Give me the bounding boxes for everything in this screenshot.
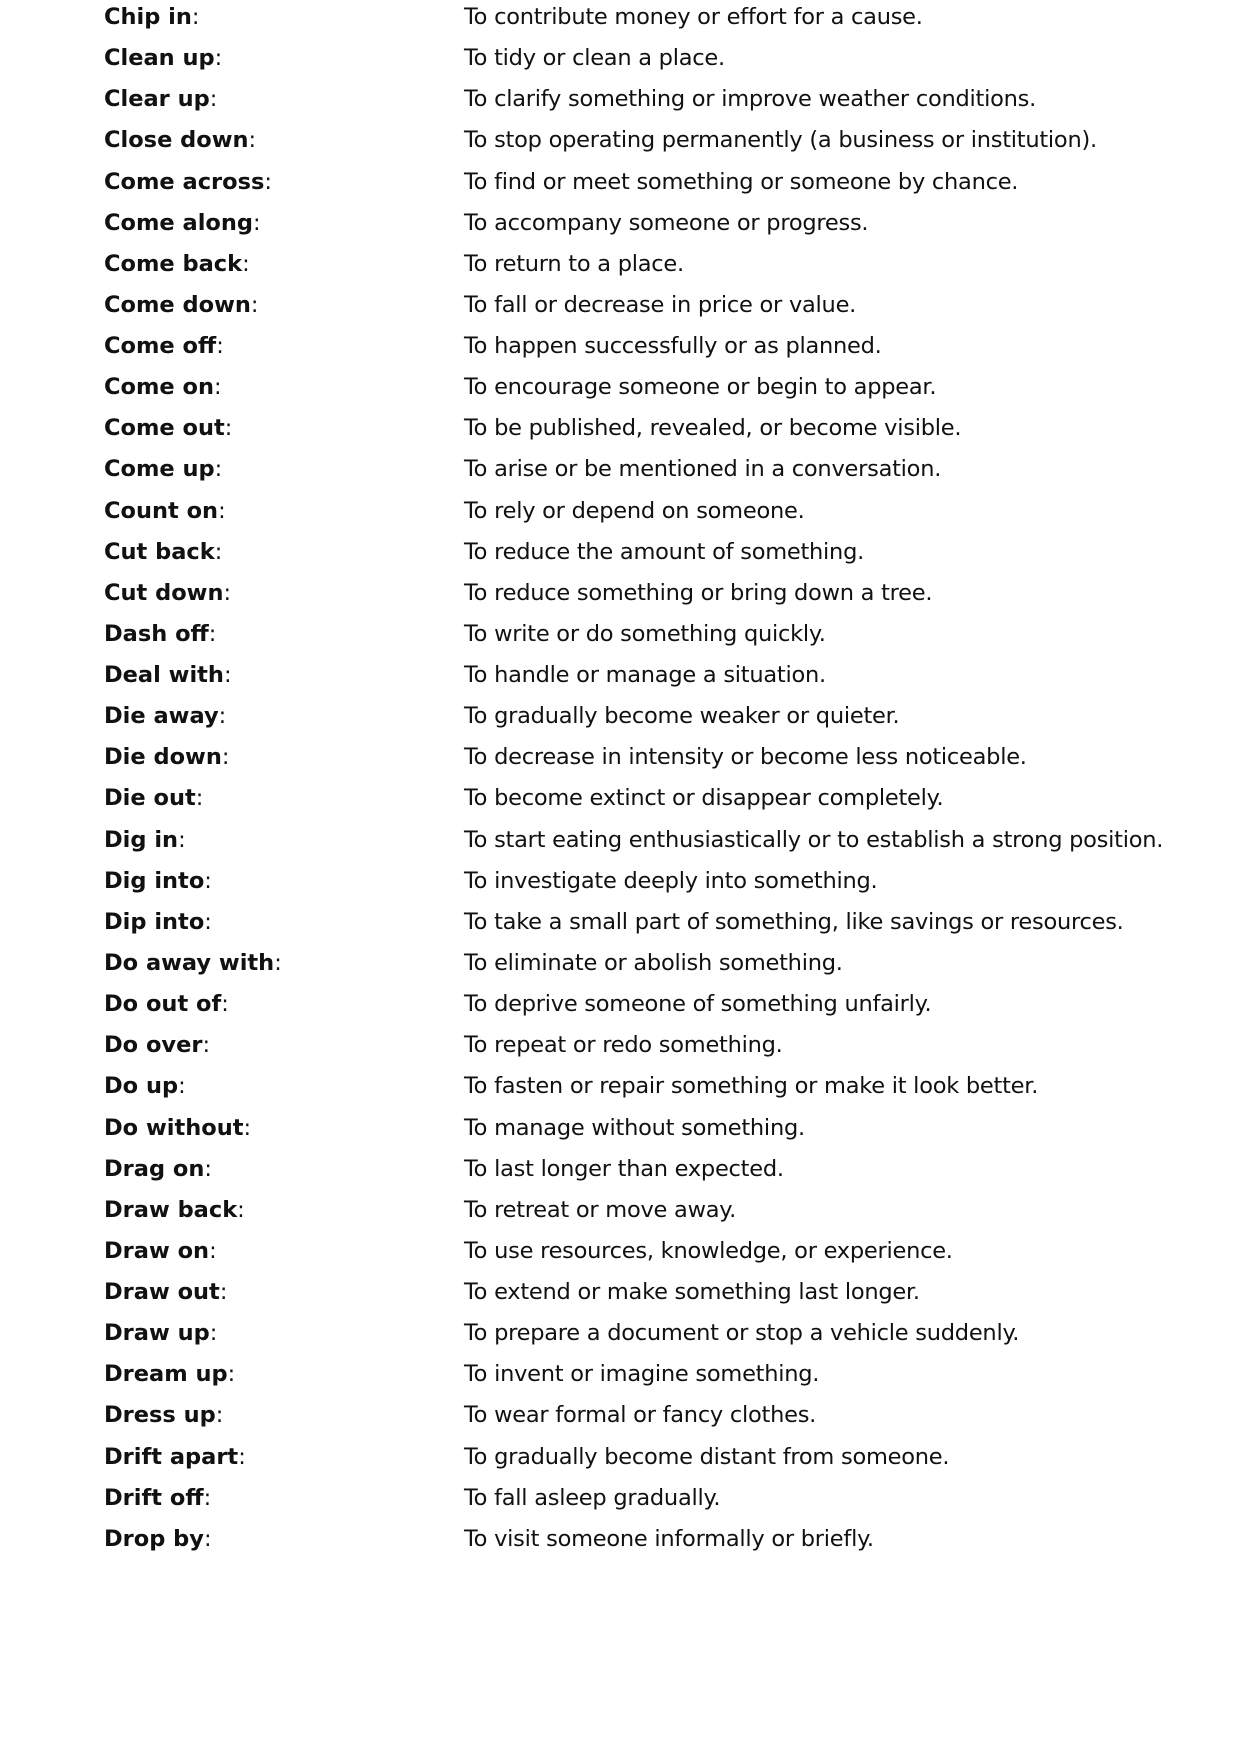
definition: To fall asleep gradually.	[464, 1484, 721, 1511]
term-colon: :	[253, 209, 261, 236]
term-word: Clean up	[104, 45, 215, 72]
term	[104, 617, 216, 651]
definition: To start eating enthusiastically or to establish a strong position.	[464, 826, 1164, 853]
list-item	[0, 82, 1241, 128]
definition: To investigate deeply into something.	[464, 867, 878, 894]
term-colon: :	[214, 538, 223, 565]
definition: To tidy or clean a place.	[464, 45, 725, 72]
list-item	[0, 1275, 1241, 1321]
definition: To find or meet something or someone by chance.	[464, 168, 1019, 195]
term-colon: :	[250, 291, 259, 318]
term-colon: :	[213, 374, 222, 401]
term-colon: :	[209, 1320, 218, 1347]
term-colon: :	[238, 1443, 246, 1470]
term	[104, 411, 232, 445]
term	[104, 946, 282, 980]
term-colon: :	[202, 1032, 211, 1059]
term-word: Die down	[104, 744, 222, 771]
term-word: Draw up	[104, 1320, 210, 1347]
term-word: Drift apart	[104, 1443, 239, 1470]
term-colon: :	[204, 1155, 212, 1182]
term-colon: :	[223, 662, 232, 689]
term	[104, 535, 222, 569]
term-colon: :	[216, 333, 224, 360]
list-item	[0, 823, 1241, 869]
list-item	[0, 329, 1241, 375]
definition: To accompany someone or progress.	[464, 209, 869, 236]
list-item	[0, 288, 1241, 334]
term-word: Draw out	[104, 1279, 220, 1306]
term	[104, 82, 217, 116]
term	[104, 823, 186, 857]
definition: To decrease in intensity or become less noticeable.	[464, 744, 1027, 771]
definition: To happen successfully or as planned.	[464, 333, 882, 360]
list-item	[0, 740, 1241, 786]
list-item	[0, 658, 1241, 704]
term	[104, 370, 222, 404]
term-word: Drop by	[104, 1525, 204, 1552]
term	[104, 1316, 217, 1350]
term	[104, 165, 272, 199]
term-colon: :	[218, 497, 226, 524]
term-word: Count on	[104, 497, 219, 524]
term-word: Do up	[104, 1073, 179, 1100]
term-colon: :	[227, 1361, 236, 1388]
definition: To manage without something.	[464, 1114, 805, 1141]
term-word: Come down	[104, 291, 251, 318]
definition: To gradually become distant from someone.	[464, 1443, 950, 1470]
list-item	[0, 946, 1241, 992]
term	[104, 41, 222, 75]
term-colon: :	[243, 1114, 252, 1141]
term-word: Draw on	[104, 1237, 210, 1264]
term-colon: :	[274, 949, 282, 976]
list-item	[0, 1481, 1241, 1527]
term-colon: :	[237, 1196, 245, 1223]
term	[104, 123, 256, 157]
term-word: Come off	[104, 333, 217, 360]
list-item	[0, 370, 1241, 416]
term-word: Drag on	[104, 1155, 205, 1182]
definition: To last longer than expected.	[464, 1155, 784, 1182]
definition: To handle or manage a situation.	[464, 662, 826, 689]
definition: To deprive someone of something unfairly.	[464, 991, 932, 1018]
term	[104, 288, 258, 322]
term-colon: :	[221, 991, 229, 1018]
term	[104, 1193, 245, 1227]
term-word: Chip in	[104, 4, 192, 30]
term-word: Cut back	[104, 538, 215, 565]
term-colon: :	[203, 1484, 212, 1511]
term-colon: :	[218, 703, 227, 730]
term	[104, 1275, 227, 1309]
term-colon: :	[214, 45, 223, 72]
term	[104, 987, 229, 1021]
term	[104, 1357, 235, 1391]
list-item	[0, 1028, 1241, 1074]
term-colon: :	[209, 1237, 217, 1264]
list-item	[0, 247, 1241, 293]
term-word: Come across	[104, 168, 265, 195]
definition: To be published, revealed, or become visible.	[464, 415, 962, 442]
definition: To arise or be mentioned in a conversation.	[464, 456, 942, 483]
term-colon: :	[224, 415, 233, 442]
term-colon: :	[223, 579, 232, 606]
term-word: Dream up	[104, 1361, 228, 1388]
list-item	[0, 1234, 1241, 1280]
definition: To fasten or repair something or make it look better.	[464, 1073, 1039, 1100]
term-colon: :	[178, 826, 186, 853]
term	[104, 452, 222, 486]
term-word: Do over	[104, 1032, 203, 1059]
term-word: Dig into	[104, 867, 205, 894]
term-word: Dress up	[104, 1402, 216, 1429]
term-colon: :	[219, 1279, 228, 1306]
definition: To fall or decrease in price or value.	[464, 291, 857, 318]
term-word: Come out	[104, 415, 225, 442]
definition: To invent or imagine something.	[464, 1361, 820, 1388]
term	[104, 781, 203, 815]
list-item	[0, 617, 1241, 663]
definition: To contribute money or effort for a cause.	[464, 4, 923, 30]
definition: To repeat or redo something.	[464, 1032, 783, 1059]
term	[104, 1481, 211, 1515]
list-item	[0, 1522, 1241, 1568]
term-colon: :	[214, 456, 223, 483]
term-word: Die out	[104, 785, 196, 812]
definition: To become extinct or disappear completely.	[464, 785, 944, 812]
term-word: Come along	[104, 209, 253, 236]
term	[104, 494, 226, 528]
term-word: Dash off	[104, 620, 209, 647]
definition: To retreat or move away.	[464, 1196, 737, 1223]
term-colon: :	[264, 168, 272, 195]
list-item	[0, 165, 1241, 211]
term-word: Drift off	[104, 1484, 204, 1511]
list-item	[0, 1152, 1241, 1198]
term	[104, 576, 231, 610]
definition: To extend or make something last longer.	[464, 1279, 920, 1306]
term-word: Come on	[104, 374, 214, 401]
definition: To take a small part of something, like savings or resources.	[464, 908, 1124, 935]
list-item	[0, 864, 1241, 910]
list-item	[0, 781, 1241, 827]
definition: To encourage someone or begin to appear.	[464, 374, 937, 401]
definition: To write or do something quickly.	[464, 620, 826, 647]
definition: To stop operating permanently (a business or institution).	[464, 127, 1097, 154]
list-item	[0, 1398, 1241, 1444]
list-item	[0, 905, 1241, 951]
term-colon: :	[215, 1402, 224, 1429]
list-item	[0, 535, 1241, 581]
term	[104, 0, 200, 34]
definition: To reduce the amount of something.	[464, 538, 865, 565]
list-item	[0, 1069, 1241, 1115]
definition: To wear formal or fancy clothes.	[464, 1402, 817, 1429]
term-word: Dip into	[104, 908, 205, 935]
term-word: Do without	[104, 1114, 244, 1141]
term-word: Come up	[104, 456, 215, 483]
term-word: Draw back	[104, 1196, 238, 1223]
definition: To prepare a document or stop a vehicle suddenly.	[464, 1320, 1020, 1347]
term	[104, 1028, 210, 1062]
definition: To reduce something or bring down a tree.	[464, 579, 933, 606]
list-item	[0, 699, 1241, 745]
list-item	[0, 1357, 1241, 1403]
term	[104, 247, 250, 281]
definition: To gradually become weaker or quieter.	[464, 703, 900, 730]
term	[104, 864, 212, 898]
term-colon: :	[203, 1525, 212, 1552]
term	[104, 329, 224, 363]
term	[104, 699, 226, 733]
list-item	[0, 411, 1241, 457]
term-colon: :	[248, 127, 257, 154]
term	[104, 905, 212, 939]
term	[104, 206, 261, 240]
list-item	[0, 494, 1241, 540]
definition: To eliminate or abolish something.	[464, 949, 843, 976]
term	[104, 1234, 217, 1268]
term-colon: :	[242, 250, 250, 277]
list-item	[0, 1316, 1241, 1362]
list-item	[0, 206, 1241, 252]
term-word: Cut down	[104, 579, 224, 606]
term-word: Dig in	[104, 826, 179, 853]
term	[104, 1440, 246, 1474]
term	[104, 658, 232, 692]
list-item	[0, 987, 1241, 1033]
list-item	[0, 1111, 1241, 1157]
term	[104, 1111, 251, 1145]
term-colon: :	[208, 620, 217, 647]
definition: To return to a place.	[464, 250, 684, 277]
list-item	[0, 452, 1241, 498]
term-colon: :	[209, 86, 218, 113]
term-word: Deal with	[104, 662, 224, 689]
term-word: Clear up	[104, 86, 210, 113]
list-item	[0, 41, 1241, 87]
term	[104, 1522, 212, 1556]
term-word: Come back	[104, 250, 243, 277]
term-colon: :	[191, 4, 200, 30]
list-item	[0, 1440, 1241, 1486]
term-colon: :	[221, 744, 230, 771]
term-word: Do away with	[104, 949, 275, 976]
term-colon: :	[204, 908, 212, 935]
term-colon: :	[178, 1073, 186, 1100]
term-word: Close down	[104, 127, 249, 154]
definition: To rely or depend on someone.	[464, 497, 805, 524]
definition: To use resources, knowledge, or experience.	[464, 1237, 953, 1264]
term	[104, 1069, 186, 1103]
term-word: Die away	[104, 703, 219, 730]
term	[104, 1152, 212, 1186]
term	[104, 1398, 223, 1432]
list-item	[0, 1193, 1241, 1239]
list-item	[0, 123, 1241, 169]
term	[104, 740, 229, 774]
term-colon: :	[195, 785, 204, 812]
definition: To visit someone informally or briefly.	[464, 1525, 874, 1552]
term-word: Do out of	[104, 991, 222, 1018]
list-item	[0, 0, 1241, 46]
term-colon: :	[204, 867, 212, 894]
list-item	[0, 576, 1241, 622]
definition: To clarify something or improve weather conditions.	[464, 86, 1036, 113]
